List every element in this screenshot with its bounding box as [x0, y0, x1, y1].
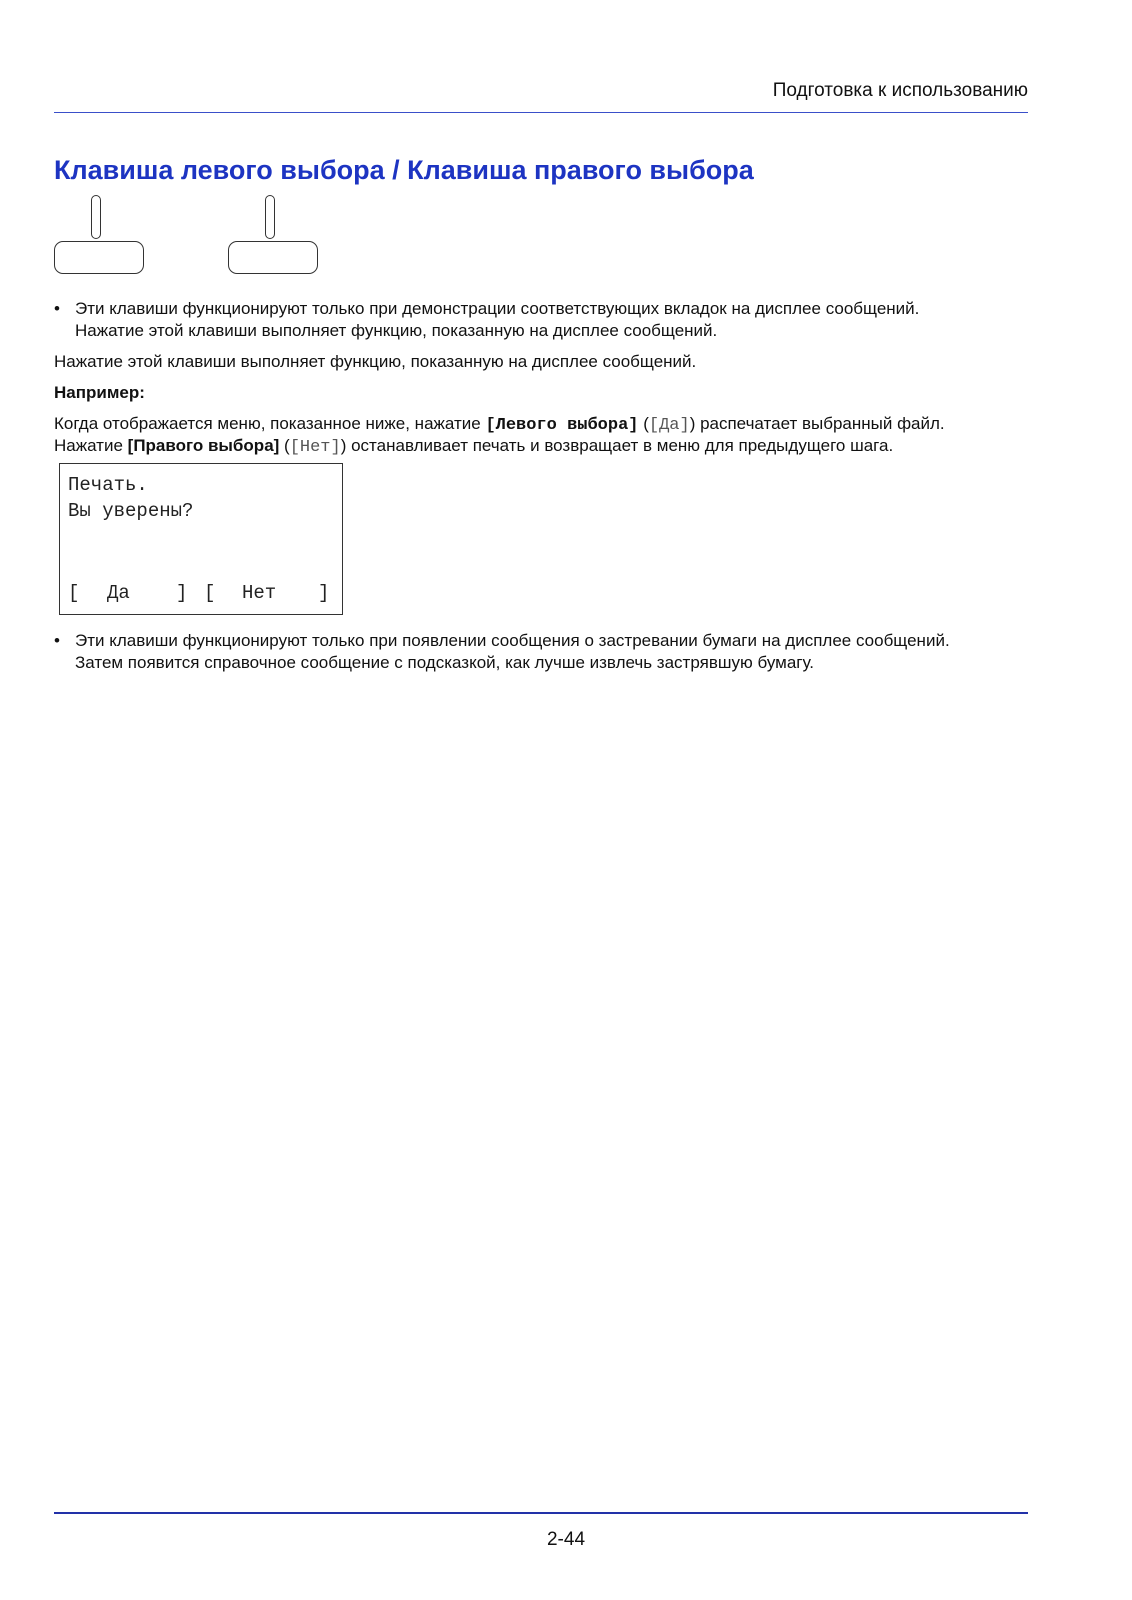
left-select-key-name: [Левого выбора] — [485, 416, 639, 435]
bullet-symbol: • — [54, 631, 60, 650]
example-line-1 — [54, 413, 945, 437]
bullet-item — [54, 298, 1054, 342]
example-line-2 — [54, 435, 893, 459]
left-softkey-label: Да — [107, 582, 130, 604]
text-span: Нажатие — [54, 436, 128, 455]
left-key-button — [54, 241, 144, 274]
left-softkey-bracket: ] — [176, 582, 188, 604]
right-key-indicator — [265, 195, 275, 239]
right-softkey-label: Нет — [242, 582, 277, 604]
display-line-2: Вы уверены? — [68, 500, 194, 522]
text-span: Когда отображается меню, показанное ниже, нажатие — [54, 414, 486, 433]
paragraph: Нажатие этой клавиши выполняет функцию, показанную на дисплее сообщений. — [54, 352, 697, 371]
soft-key-label-no: [Нет] — [289, 438, 341, 457]
bullet-line: Эти клавиши функционируют только при демонстрации соответствующих вкладок на дисплее сообщений. — [75, 299, 920, 318]
selection-keys-illustration — [54, 195, 344, 285]
left-softkey-bracket: [ — [68, 582, 80, 604]
bullet-symbol: • — [54, 299, 60, 318]
right-key-button — [228, 241, 318, 274]
right-softkey-bracket: ] — [318, 582, 330, 604]
bullet-line: Нажатие этой клавиши выполняет функцию, показанную на дисплее сообщений. — [75, 321, 718, 340]
left-key-indicator — [91, 195, 101, 239]
text-span: ( — [279, 436, 290, 455]
text-span: ( — [638, 414, 649, 433]
page-title: Клавиша левого выбора / Клавиша правого выбора — [54, 155, 754, 185]
text-span: ) распечатает выбранный файл. — [689, 414, 945, 433]
text-span: ) останавливает печать и возвращает в меню для предыдущего шага. — [340, 436, 894, 455]
footer-rule — [54, 1512, 1028, 1514]
bullet-item — [54, 630, 1054, 674]
message-display — [59, 463, 343, 615]
bullet-line: Эти клавиши функционируют только при появлении сообщения о застревании бумаги на дисплее сообщений. — [75, 631, 950, 650]
bullet-line: Затем появится справочное сообщение с подсказкой, как лучше извлечь застрявшую бумагу. — [75, 653, 814, 672]
example-heading: Например: — [54, 383, 145, 402]
page-number: 2-44 — [546, 1529, 586, 1550]
right-softkey-bracket: [ — [204, 582, 216, 604]
running-header: Подготовка к использованию — [772, 80, 1028, 101]
header-rule — [54, 112, 1028, 113]
soft-key-label-yes: [Да] — [648, 416, 690, 435]
right-select-key-name: [Правого выбора] — [127, 436, 280, 455]
display-line-1: Печать. — [68, 474, 148, 496]
